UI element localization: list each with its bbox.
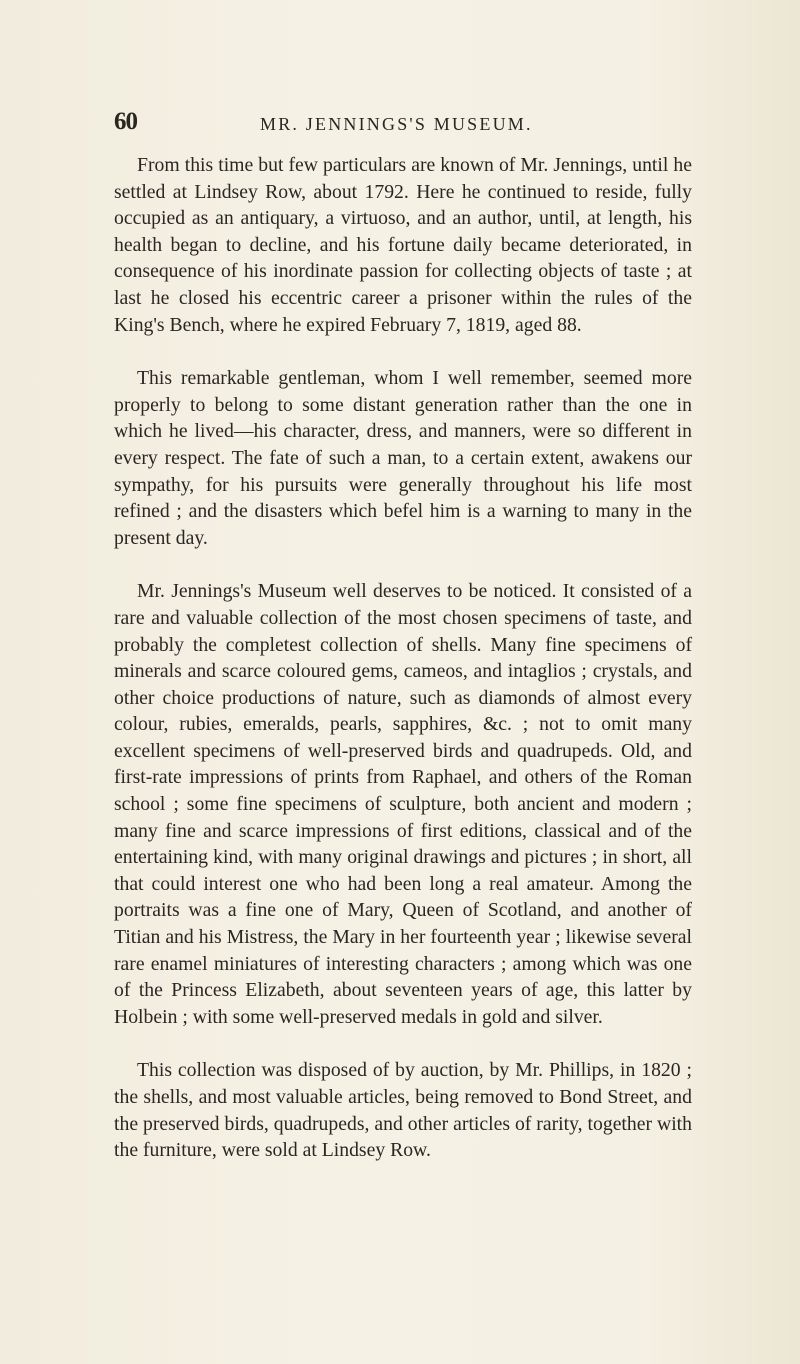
page-number: 60 — [114, 108, 137, 135]
running-head: MR. JENNINGS'S MUSEUM. — [260, 114, 533, 134]
paragraph-1: From this time but few particulars are known of Mr. Jennings, until he settled at Lindsey Row, about 1792. Here he continued to reside, fully occupied as an antiquary, a virtuoso, and an author, until, at length, his health began to decline, and his fortune daily became deteriorated, in consequence of his inordinate passion for collecting objects of taste ; at last he closed his eccentric career a prisoner within the rules of the King's Bench, where he expired February 7, 1819, aged 88. — [114, 154, 692, 336]
body-text — [114, 152, 692, 1164]
paragraph-2: This remarkable gentleman, whom I well remember, seemed more properly to belong to some distant generation rather than the one in which he lived—his character, dress, and manners, were so different in every respect. The fate of such a man, to a certain extent, awakens our sympathy, for his pursuits were generally throughout his life most refined ; and the disasters which befel him is a warning to many in the present day. — [114, 367, 692, 549]
paragraph-3: Mr. Jennings's Museum well deserves to be noticed. It consisted of a rare and valuable collection of the most chosen specimens of taste, and probably the completest collection of shells. Many fine specimens of minerals and scarce coloured gems, cameos, and intaglios ; crystals, and other choice productions of nature, such as diamonds of almost every colour, rubies, emeralds, pearls, sapphires, &c. ; not to omit many excellent specimens of well-preserved birds and quadrupeds. Old, and first-rate impressions of prints from Raphael, and others of the Roman school ; some fine specimens of sculpture, both ancient and modern ; many fine and scarce impressions of first editions, classical and of the entertaining kind, with many original drawings and pictures ; in short, all that could interest one who had been long a real amateur. Among the portraits was a fine one of Mary, Queen of Scotland, and another of Titian and his Mistress, the Mary in her fourteenth year ; likewise several rare enamel miniatures of interesting characters ; among which was one of the Princess Elizabeth, about seventeen years of age, this latter by Holbein ; with some well-preserved medals in gold and silver. — [114, 580, 692, 1028]
page-header — [114, 108, 714, 138]
paragraph-4: This collection was disposed of by auction, by Mr. Phillips, in 1820 ; the shells, and most valuable articles, being removed to Bond Street, and the preserved birds, quadrupeds, and other articles of rarity, together with the furniture, were sold at Lindsey Row. — [114, 1059, 692, 1162]
